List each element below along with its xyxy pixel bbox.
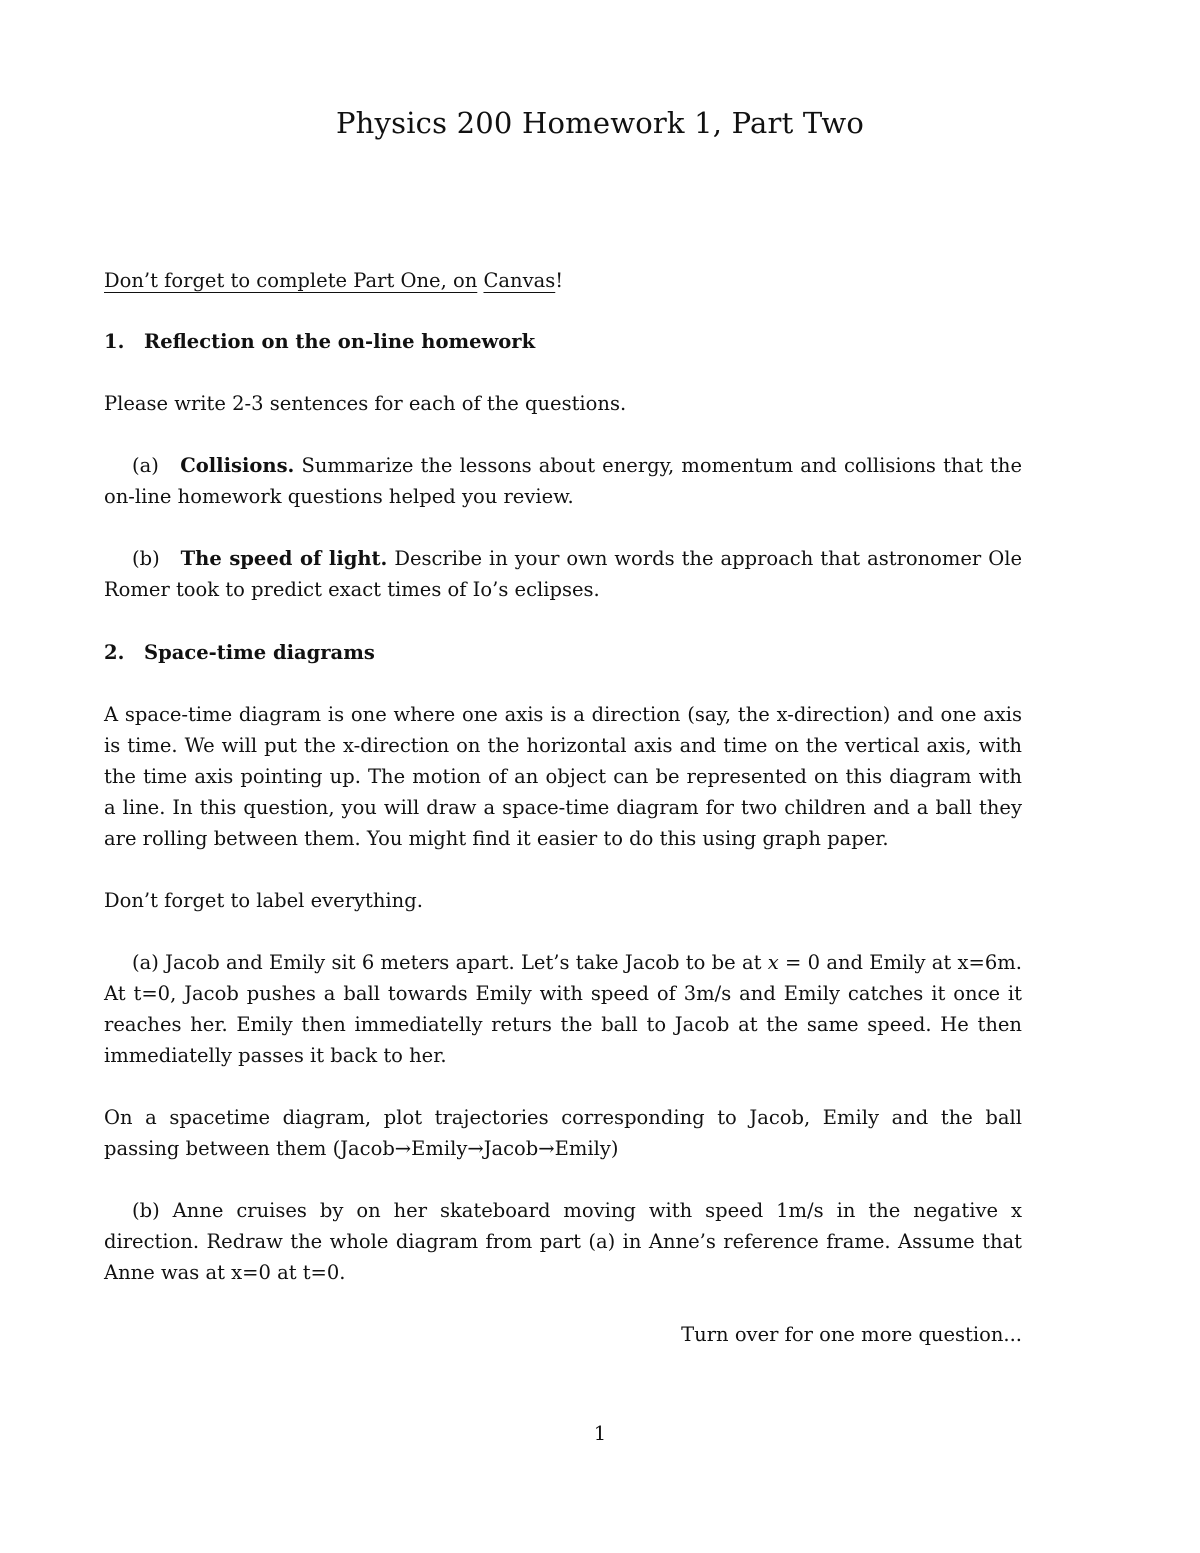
question-2a-math-x: x xyxy=(767,951,779,974)
question-1b-title: The speed of light. xyxy=(180,547,388,570)
question-1a-title: Collisions. xyxy=(180,454,295,477)
notice-exclaim: ! xyxy=(555,269,564,292)
section-2 xyxy=(104,637,1022,1350)
question-2a xyxy=(104,947,1022,1071)
question-2a-text-2: and Emily at x=6m. At t=0, Jacob pushes a ball towards Emily with speed of 3m/s and Emily catches it once it reaches her. Emily then immediatelly returs the ball to Jacob at the same speed. He then immediatelly passes it back to her. xyxy=(104,951,1022,1067)
question-2a-task: On a spacetime diagram, plot trajectories corresponding to Jacob, Emily and the ball passing between them (Jacob→Emily→Jacob→Emily) xyxy=(104,1106,1022,1160)
question-1a-text: Summarize the lessons about energy, momentum and collisions that the on-line homework questions helped you review. xyxy=(104,454,1022,508)
question-2a-label: (a) xyxy=(132,951,159,974)
section-2-intro: A space-time diagram is one where one axis is a direction (say, the x-direction) and one axis is time. We will put the x-direction on the horizontal axis and time on the vertical axis, with the time axis pointing up. The motion of an object can be represented on this diagram with a line. In this question, you will draw a space-time diagram for two children and a ball they are rolling between them. You might find it easier to do this using graph paper. xyxy=(104,703,1022,850)
label-reminder: Don’t forget to label everything. xyxy=(104,889,423,912)
question-1b-label: (b) xyxy=(132,547,160,570)
section-1-number: 1. xyxy=(104,330,125,353)
section-1 xyxy=(104,326,1022,605)
section-1-intro: Please write 2-3 sentences for each of the questions. xyxy=(104,392,627,415)
question-2a-text-1: Jacob and Emily sit 6 meters apart. Let’s take Jacob to be at xyxy=(158,951,768,974)
question-2b-text: Anne cruises by on her skateboard moving with speed 1m/s in the negative x direction. Redraw the whole diagram from part (a) in Anne’s reference frame. Assume that Anne was at x=0 at t=0. xyxy=(104,1199,1022,1284)
notice-text: Don’t forget to complete Part One, on xyxy=(104,269,478,292)
question-2a-equation: = 0 xyxy=(778,951,821,974)
page-title: Physics 200 Homework 1, Part Two xyxy=(335,106,865,140)
question-2b-label: (b) xyxy=(132,1199,160,1222)
question-1a-label: (a) xyxy=(132,454,159,477)
canvas-link[interactable]: Canvas xyxy=(483,269,556,292)
page-number: 1 xyxy=(593,1422,607,1445)
question-1a xyxy=(104,450,1022,512)
turn-over-note: Turn over for one more question... xyxy=(681,1323,1022,1346)
question-1b xyxy=(104,543,1022,605)
section-2-heading xyxy=(104,637,1022,668)
notice xyxy=(104,265,1022,296)
section-1-heading xyxy=(104,326,1022,357)
section-1-title: Reflection on the on-line homework xyxy=(144,330,536,353)
question-1b-text: Describe in your own words the approach that astronomer Ole Romer took to predict exact times of Io’s eclipses. xyxy=(104,547,1022,601)
section-2-title: Space-time diagrams xyxy=(144,641,375,664)
question-2b xyxy=(104,1195,1022,1288)
section-2-number: 2. xyxy=(104,641,125,664)
